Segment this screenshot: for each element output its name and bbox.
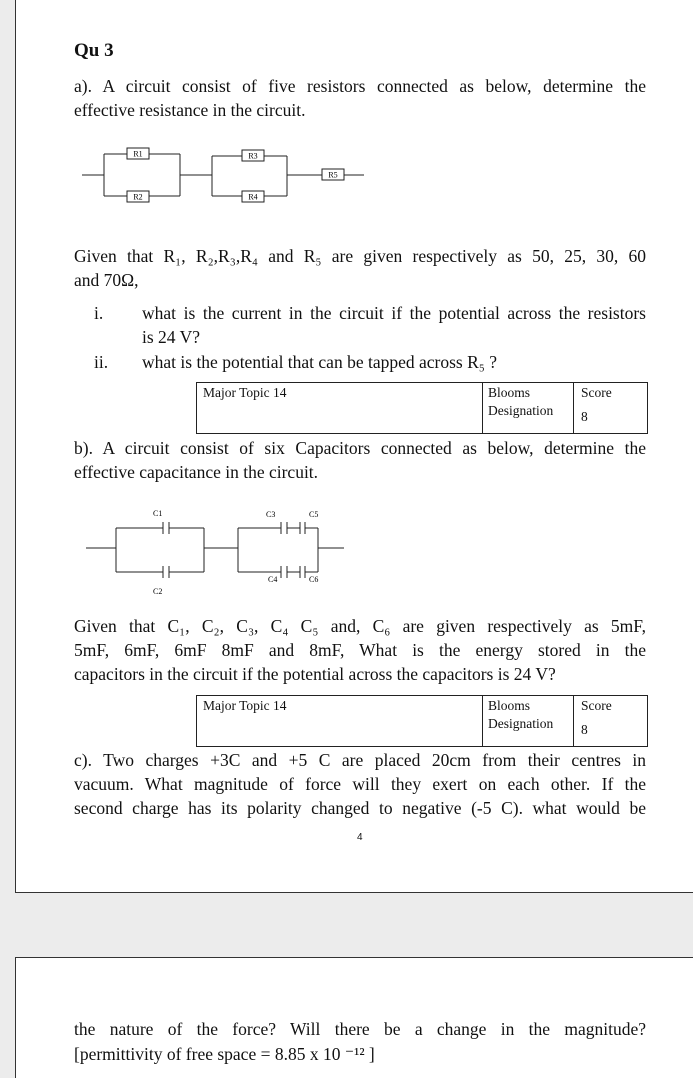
part-a-intro-line1: a). A circuit consist of five resistors connected as below, determine the (74, 76, 646, 96)
part-b-given-line1: Given that C₁, C₂, C₃, C₄ C₅ and, C₆ are given respectively as 5mF, (74, 616, 646, 636)
item-i-line2: is 24 V? (142, 327, 201, 347)
label-c5: C5 (309, 510, 319, 519)
item-ii-number: ii. (94, 352, 109, 372)
capacitor-c6 (300, 566, 318, 584)
label-r2: R2 (133, 192, 143, 202)
resistor-r3 (242, 150, 264, 161)
part-b-given-line3: capacitors in the circuit if the potential across the capacitors is 24 V? (74, 664, 556, 684)
rubric-score-value: 8 (581, 409, 588, 424)
part-c-line3: second charge has its polarity changed to negative (-5 C). what would be (74, 798, 646, 818)
item-i-line1: what is the current in the circuit if the potential across the resistors (142, 303, 646, 323)
document-page (15, 0, 693, 893)
rubric-table-a (196, 382, 648, 434)
rubric-topic: Major Topic 14 (197, 383, 483, 433)
item-ii-line1: what is the potential that can be tapped across R₅ ? (142, 352, 498, 372)
resistor-r4 (242, 191, 264, 202)
page-number: 4 (357, 832, 363, 843)
item-i-number: i. (94, 303, 104, 323)
part-c-line2: vacuum. What magnitude of force will they exert on each other. If the (74, 774, 646, 794)
label-c3: C3 (266, 510, 276, 519)
label-c1: C1 (153, 509, 163, 518)
part-a-given-line1: Given that R₁, R₂,R₃,R₄ and R₅ are given respectively as 50, 25, 30, 60 (74, 246, 646, 266)
part-b-intro-line2: effective capacitance in the circuit. (74, 462, 319, 482)
label-r4: R4 (248, 192, 258, 202)
resistor-r5 (322, 169, 344, 180)
rubric-blooms (483, 696, 574, 746)
label-r5: R5 (328, 170, 338, 180)
part-c-line1: c). Two charges +3C and +5 C are placed 20cm from their centres in (74, 750, 646, 770)
capacitor-c4 (268, 566, 287, 584)
part-b-intro-line1: b). A circuit consist of six Capacitors connected as below, determine the (74, 438, 646, 458)
capacitor-c2 (153, 566, 169, 596)
label-c2: C2 (153, 587, 163, 596)
part-b-given-line2: 5mF, 6mF, 6mF 8mF and 8mF, What is the energy stored in the (74, 640, 646, 660)
rubric-score (574, 696, 647, 746)
label-r3: R3 (248, 151, 258, 161)
rubric-score-value: 8 (581, 722, 588, 737)
rubric-score-label: Score (581, 385, 612, 400)
rubric-topic: Major Topic 14 (197, 696, 483, 746)
capacitor-c5 (300, 510, 318, 534)
rubric-blooms-line2: Designation (488, 403, 554, 418)
rubric-blooms-line1: Blooms (488, 698, 531, 713)
label-c6: C6 (309, 575, 319, 584)
resistor-circuit-diagram (82, 144, 372, 210)
label-c4: C4 (268, 575, 278, 584)
rubric-blooms-line1: Blooms (488, 385, 531, 400)
rubric-table-b (196, 695, 648, 747)
question-heading: Qu 3 (74, 40, 114, 61)
rubric-blooms-line2: Designation (488, 716, 554, 731)
part-c-continued-line2: [permittivity of free space = 8.85 x 10 ⁻¹² ] (74, 1044, 375, 1064)
part-a-intro-line2: effective resistance in the circuit. (74, 100, 306, 120)
resistor-r2 (127, 191, 149, 202)
capacitor-c3 (266, 510, 287, 534)
rubric-blooms (483, 383, 574, 433)
rubric-score (574, 383, 647, 433)
label-r1: R1 (133, 149, 143, 159)
rubric-score-label: Score (581, 698, 612, 713)
document-page-continued (15, 957, 693, 1078)
part-a-given-line2: and 70Ω, (74, 270, 139, 290)
resistor-r1 (127, 148, 149, 159)
capacitor-circuit-diagram (86, 504, 346, 596)
capacitor-c1 (153, 509, 169, 534)
part-c-continued-line1: the nature of the force? Will there be a change in the magnitude? (74, 1019, 646, 1039)
